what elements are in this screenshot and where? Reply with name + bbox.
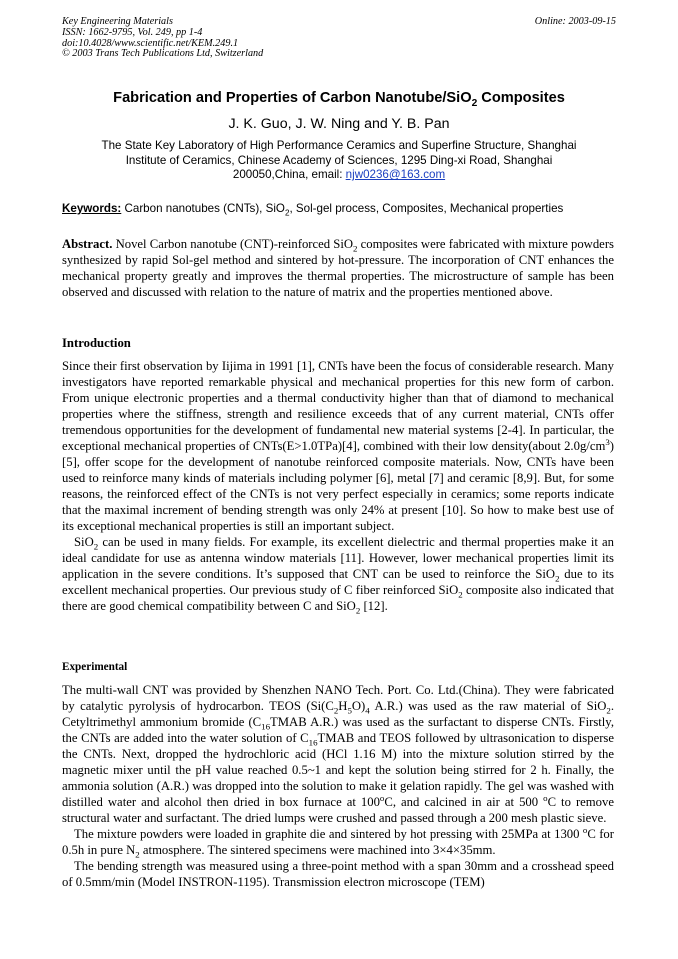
experimental-heading: Experimental [62,661,128,673]
intro-p2-text-a: SiO [74,535,94,549]
intro-p2-sub-3: 2 [458,589,463,600]
intro-p1-text-b: ) [5], offer scope for the development of nanotube reinforced composite materials. Now, CNTs have been used to reinforce many kinds of materials including polymer [6], metal [7] and ceramic [8,9]. But, for some reasons, the reinforced effect of the CNTs is not very perfect especially in ceramics; some reports indicate that the maximal increment of bending strength was only 24% at present [10]. So how to make best use of its exceptional mechanical properties is still an important subject. [62,439,614,533]
intro-p2-sub-4: 2 [355,605,361,616]
keywords-subscript: 2 [284,208,290,218]
authors: J. K. Guo, J. W. Ning and Y. B. Pan [228,116,450,132]
exp-p1-sub-4: 2 [606,705,611,716]
abstract-paragraph [62,236,614,300]
exp-paragraph-3: The bending strength was measured using a three-point method with a span 30mm and a crosshead speed of 0.5mm/min (Model INSTRON-1195). Transmission electron microscope (TEM) [62,859,614,889]
exp-p1-text-c: O) [351,699,366,713]
exp-p1-sup-2: o [543,792,548,803]
keywords-text-1: Carbon nanotubes (CNTs), SiO [121,202,285,215]
affiliation-postal: 200050,China, email: [232,168,346,182]
intro-p2-sub-2: 2 [555,573,560,584]
affiliation-line-1: The State Key Laboratory of High Performance Ceramics and Superfine Structure, Shanghai [101,139,577,152]
intro-p2-text-b: can be used in many fields. For example, its excellent dielectric and thermal properties make it an ideal candidate for use as antenna window materials [11]. However, lower mechanical properties limit its application in the severe conditions. It’s supposed that CNT can be used to reinforce the SiO [62,535,614,581]
exp-p1-text-g: TMAB and TEOS followed by ultrasonication to disperse the CNTs. Next, dropped the hydrochloric acid (HCl 1.16 M) into the mixture solution stirred by the magnetic mixer until the pH value reached 0.5~1 and kept the solution being stirred for 2 h. Finally, the ammonia solution (A.R.) was dropped into the solution to make it gelation rapidly. The gel was washed with distilled water and alcohol then dried in box furnace at 100 [62,731,614,809]
abstract [62,236,614,300]
exp-paragraph-2 [62,826,614,858]
exp-p1-text-i: C to remove structural water and surfactant. The dried lumps were crushed and passed through a 200 mesh plastic sieve. [62,795,614,825]
keywords [62,202,622,218]
exp-p1-text-e: . Cetyltrimethyl ammonium bromide (C [62,699,614,729]
exp-p2-text-b: C for 0.5h in pure N [62,827,614,857]
abstract-subscript: 2 [353,243,358,254]
exp-p1-text-d: A.R.) was used as the raw material of SiO [369,699,607,713]
title-subscript: 2 [471,97,478,109]
exp-p2-sup: o [582,824,588,835]
introduction-body [62,358,614,614]
intro-paragraph-2 [62,534,614,614]
paper-title [0,90,678,109]
exp-p1-text-f: TMAB A.R.) was used as the surfactant to disperse CNTs. Firstly, the CNTs are added into the water solution of C [62,715,614,745]
introduction-heading: Introduction [62,336,131,350]
abstract-text-2: composites were fabricated with mixture powders synthesized by rapid Sol-gel method and sintered by hot-pressure. The incorporation of CNT enhances the mechanical property greatly and improves the thermal properties. The microstructure of sample has been observed and discussed with relation to the nature of matrix and the properties mentioned above. [62,237,614,299]
intro-p2-text-d: composite also indicated that there are good chemical compatibility between C and SiO [62,583,614,613]
issn-line: ISSN: 1662-9795, Vol. 249, pp 1-4 [62,26,203,38]
journal-name: Key Engineering Materials [62,16,173,27]
exp-p1-sup-1: o [379,792,385,803]
affiliation-line-2: Institute of Ceramics, Chinese Academy of Sciences, 1295 Ding-xi Road, Shanghai [125,153,553,167]
affiliation-line-3 [62,168,616,183]
abstract-text-1: Novel Carbon nanotube (CNT)-reinforced SiO [112,237,354,251]
exp-p1-text-h: C, and calcined in air at 500 [384,795,544,809]
journal-header [62,17,616,60]
copyright-line: © 2003 Trans Tech Publications Ltd, Switzerland [62,48,264,60]
experimental-body [62,682,614,890]
intro-p1-superscript: 3 [605,436,610,447]
exp-p2-sub: 2 [135,849,140,860]
affiliation [62,139,616,183]
exp-p1-sub-5: 16 [261,721,271,732]
exp-paragraph-1 [62,682,614,826]
intro-p2-sub-1: 2 [93,541,99,552]
exp-p1-sub-3: 4 [365,705,370,716]
keywords-label: Keywords: [62,202,122,215]
doi-line: doi:10.4028/www.scientific.net/KEM.249.1 [62,37,239,49]
exp-p2-text-a: The mixture powders were loaded in graphite die and sintered by hot pressing with 25MPa at 1300 [74,827,583,841]
online-date: Online: 2003-09-15 [534,16,616,27]
abstract-label: Abstract. [62,237,113,251]
exp-p2-text-c: atmosphere. The sintered specimens were machined into 3×4×35mm. [139,843,496,857]
exp-p1-sub-2: 5 [347,705,352,716]
exp-p1-sub-6: 16 [308,737,318,748]
intro-paragraph-1 [62,358,614,534]
exp-p1-text-b: H [338,699,348,713]
email-link[interactable]: njw0236@163.com [345,168,446,182]
exp-p1-text-a: The multi-wall CNT was provided by Shenzhen NANO Tech. Port. Co. Ltd.(China). They were fabricated by catalytic pyrolysis of hydrocarbon. TEOS (Si(C [62,683,614,713]
keywords-text-2: , Sol-gel process, Composites, Mechanical properties [289,202,564,215]
title-tail: Composites [477,90,565,106]
intro-p2-text-e: [12]. [360,599,388,613]
intro-p2-text-c: due to its excellent mechanical properties. Our previous study of C fiber reinforced SiO [62,567,614,597]
title-main: Fabrication and Properties of Carbon Nanotube/SiO [113,90,472,106]
intro-p1-text-a: Since their first observation by Iijima in 1991 [1], CNTs have been the focus of considerable research. Many investigators have reported remarkable physical and mechanical properties for this new form of carbon. From unique electronic properties and a thermal conductivity higher than that of diamond to mechanical properties where the stiffness, strength and resilience exceeds that of any current material, CNTs offer tremendous opportunities for the development of fundamental new material systems [2-4]. In particular, the exceptional mechanical properties of CNTs(E>1.0TPa)[4], combined with their low density(about 2.0g/cm [62,359,614,453]
exp-p1-sub-1: 2 [333,705,339,716]
